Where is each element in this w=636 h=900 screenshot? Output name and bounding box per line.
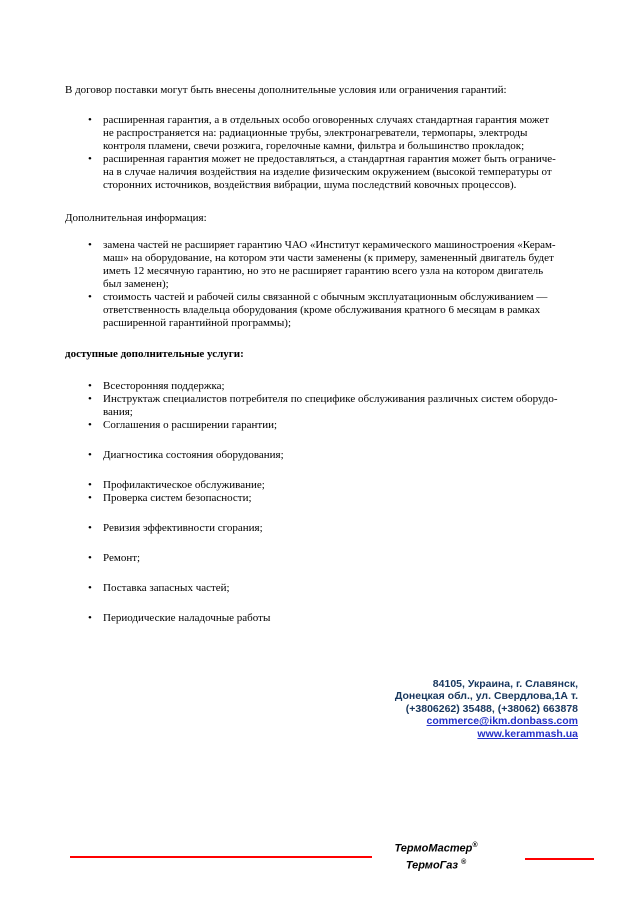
- brand-block: [383, 839, 489, 872]
- address-line: Донецкая обл., ул. Свердлова,1А т.: [394, 690, 578, 703]
- text-line: • Поставка запасных частей;: [103, 582, 230, 594]
- additional-info-heading: Дополнительная информация:: [65, 212, 207, 224]
- text-line: расширенной гарантийной программы);: [103, 317, 291, 329]
- warranty-conditions-list: [65, 114, 580, 192]
- email-line: [395, 715, 578, 727]
- text-line: • Профилактическое обслуживание;: [103, 479, 265, 491]
- bullet-item: [65, 522, 580, 535]
- text-line: • Ремонт;: [103, 552, 141, 564]
- additional-info-list: [65, 239, 580, 330]
- brand-name: ТермоГаз: [405, 859, 458, 872]
- address-line: 84105, Украина, г. Славянск,: [432, 678, 578, 690]
- bullet-item: [65, 380, 580, 393]
- contact-block: [395, 678, 578, 740]
- text-line: • расширенная гарантия, а в отдельных особо оговоренных случаях стандартная гарантия может: [103, 114, 550, 126]
- text-line: • Диагностика состояния оборудования;: [103, 449, 284, 461]
- text-line: был заменен);: [103, 278, 169, 290]
- website-link[interactable]: www.kerammash.ua: [477, 727, 578, 740]
- bullet-item: [65, 582, 580, 595]
- intro-paragraph: В договор поставки могут быть внесены дополнительные условия или ограничения гарантий:: [65, 84, 507, 96]
- text-line: • Периодические наладочные работы: [103, 612, 271, 624]
- text-line: сторонних источников, воздействия вибрации, шума последствий ковочных процессов).: [103, 179, 517, 191]
- email-link[interactable]: commerce@ikm.donbass.com: [426, 715, 578, 728]
- bullet-item: [65, 492, 580, 505]
- services-heading: доступные дополнительные услуги:: [65, 348, 244, 360]
- text-line: • Соглашения о расширении гарантии;: [103, 419, 278, 431]
- bullet-item: [65, 552, 580, 565]
- text-line: • Инструктаж специалистов потребителя по специфике обслуживания различных систем оборудо-: [103, 393, 558, 405]
- text-line: вания;: [103, 406, 133, 418]
- bullet-item: [65, 612, 580, 625]
- red-rule-left: [70, 856, 372, 858]
- brand-termogaz: [383, 856, 489, 873]
- registered-mark-icon: ®: [472, 842, 478, 849]
- text-line: • Ревизия эффективности сгорания;: [103, 522, 263, 534]
- bullet-item: [65, 239, 580, 291]
- bullet-item: [65, 291, 580, 330]
- text-line: • Всесторонняя поддержка;: [103, 380, 225, 392]
- text-line: • Проверка систем безопасности;: [103, 492, 252, 504]
- bullet-item: [65, 153, 580, 192]
- services-list: [65, 380, 580, 625]
- brand-name: ТермоМастер: [394, 842, 473, 855]
- text-line: не распространяется на: радиационные трубы, электронагреватели, термопары, электроды: [103, 127, 528, 139]
- registered-mark-icon: ®: [461, 858, 467, 866]
- bullet-item: [65, 449, 580, 462]
- text-line: • стоимость частей и рабочей силы связанной с обычным эксплуатационным обслуживанием —: [103, 291, 548, 303]
- text-line: ответственность владельца оборудования (кроме обслуживания кратного 6 месяцам в рамках: [103, 304, 541, 316]
- website-line: [395, 728, 578, 740]
- address-line: (+3806262) 35488, (+38062) 663878: [405, 702, 578, 715]
- text-line: • замена частей не расширяет гарантию ЧАО «Институт керамического машиностроения «Керам-: [103, 239, 556, 251]
- document-body: [65, 84, 580, 625]
- bullet-item: [65, 479, 580, 492]
- bullet-item: [65, 114, 580, 153]
- text-line: контроля пламени, свечи розжига, горелочные камни, фильтра и большинство прокладок;: [103, 140, 525, 152]
- text-line: маш» на оборудование, на котором эти части заменены (к примеру, замененный двигатель будет: [103, 252, 554, 264]
- brand-termomaster: [383, 839, 489, 856]
- text-line: на в случае наличия воздействия на изделие физическим окружением (высокой температуры от: [103, 166, 552, 178]
- text-line: иметь 12 месячную гарантию, но это не расширяет гарантию всего узла на котором двигатель: [103, 265, 544, 277]
- bullet-item: [65, 393, 580, 419]
- bullet-item: [65, 419, 580, 432]
- red-rule-right: [525, 858, 594, 860]
- text-line: • расширенная гарантия может не предоставляться, а стандартная гарантия может быть ограниче-: [103, 153, 556, 165]
